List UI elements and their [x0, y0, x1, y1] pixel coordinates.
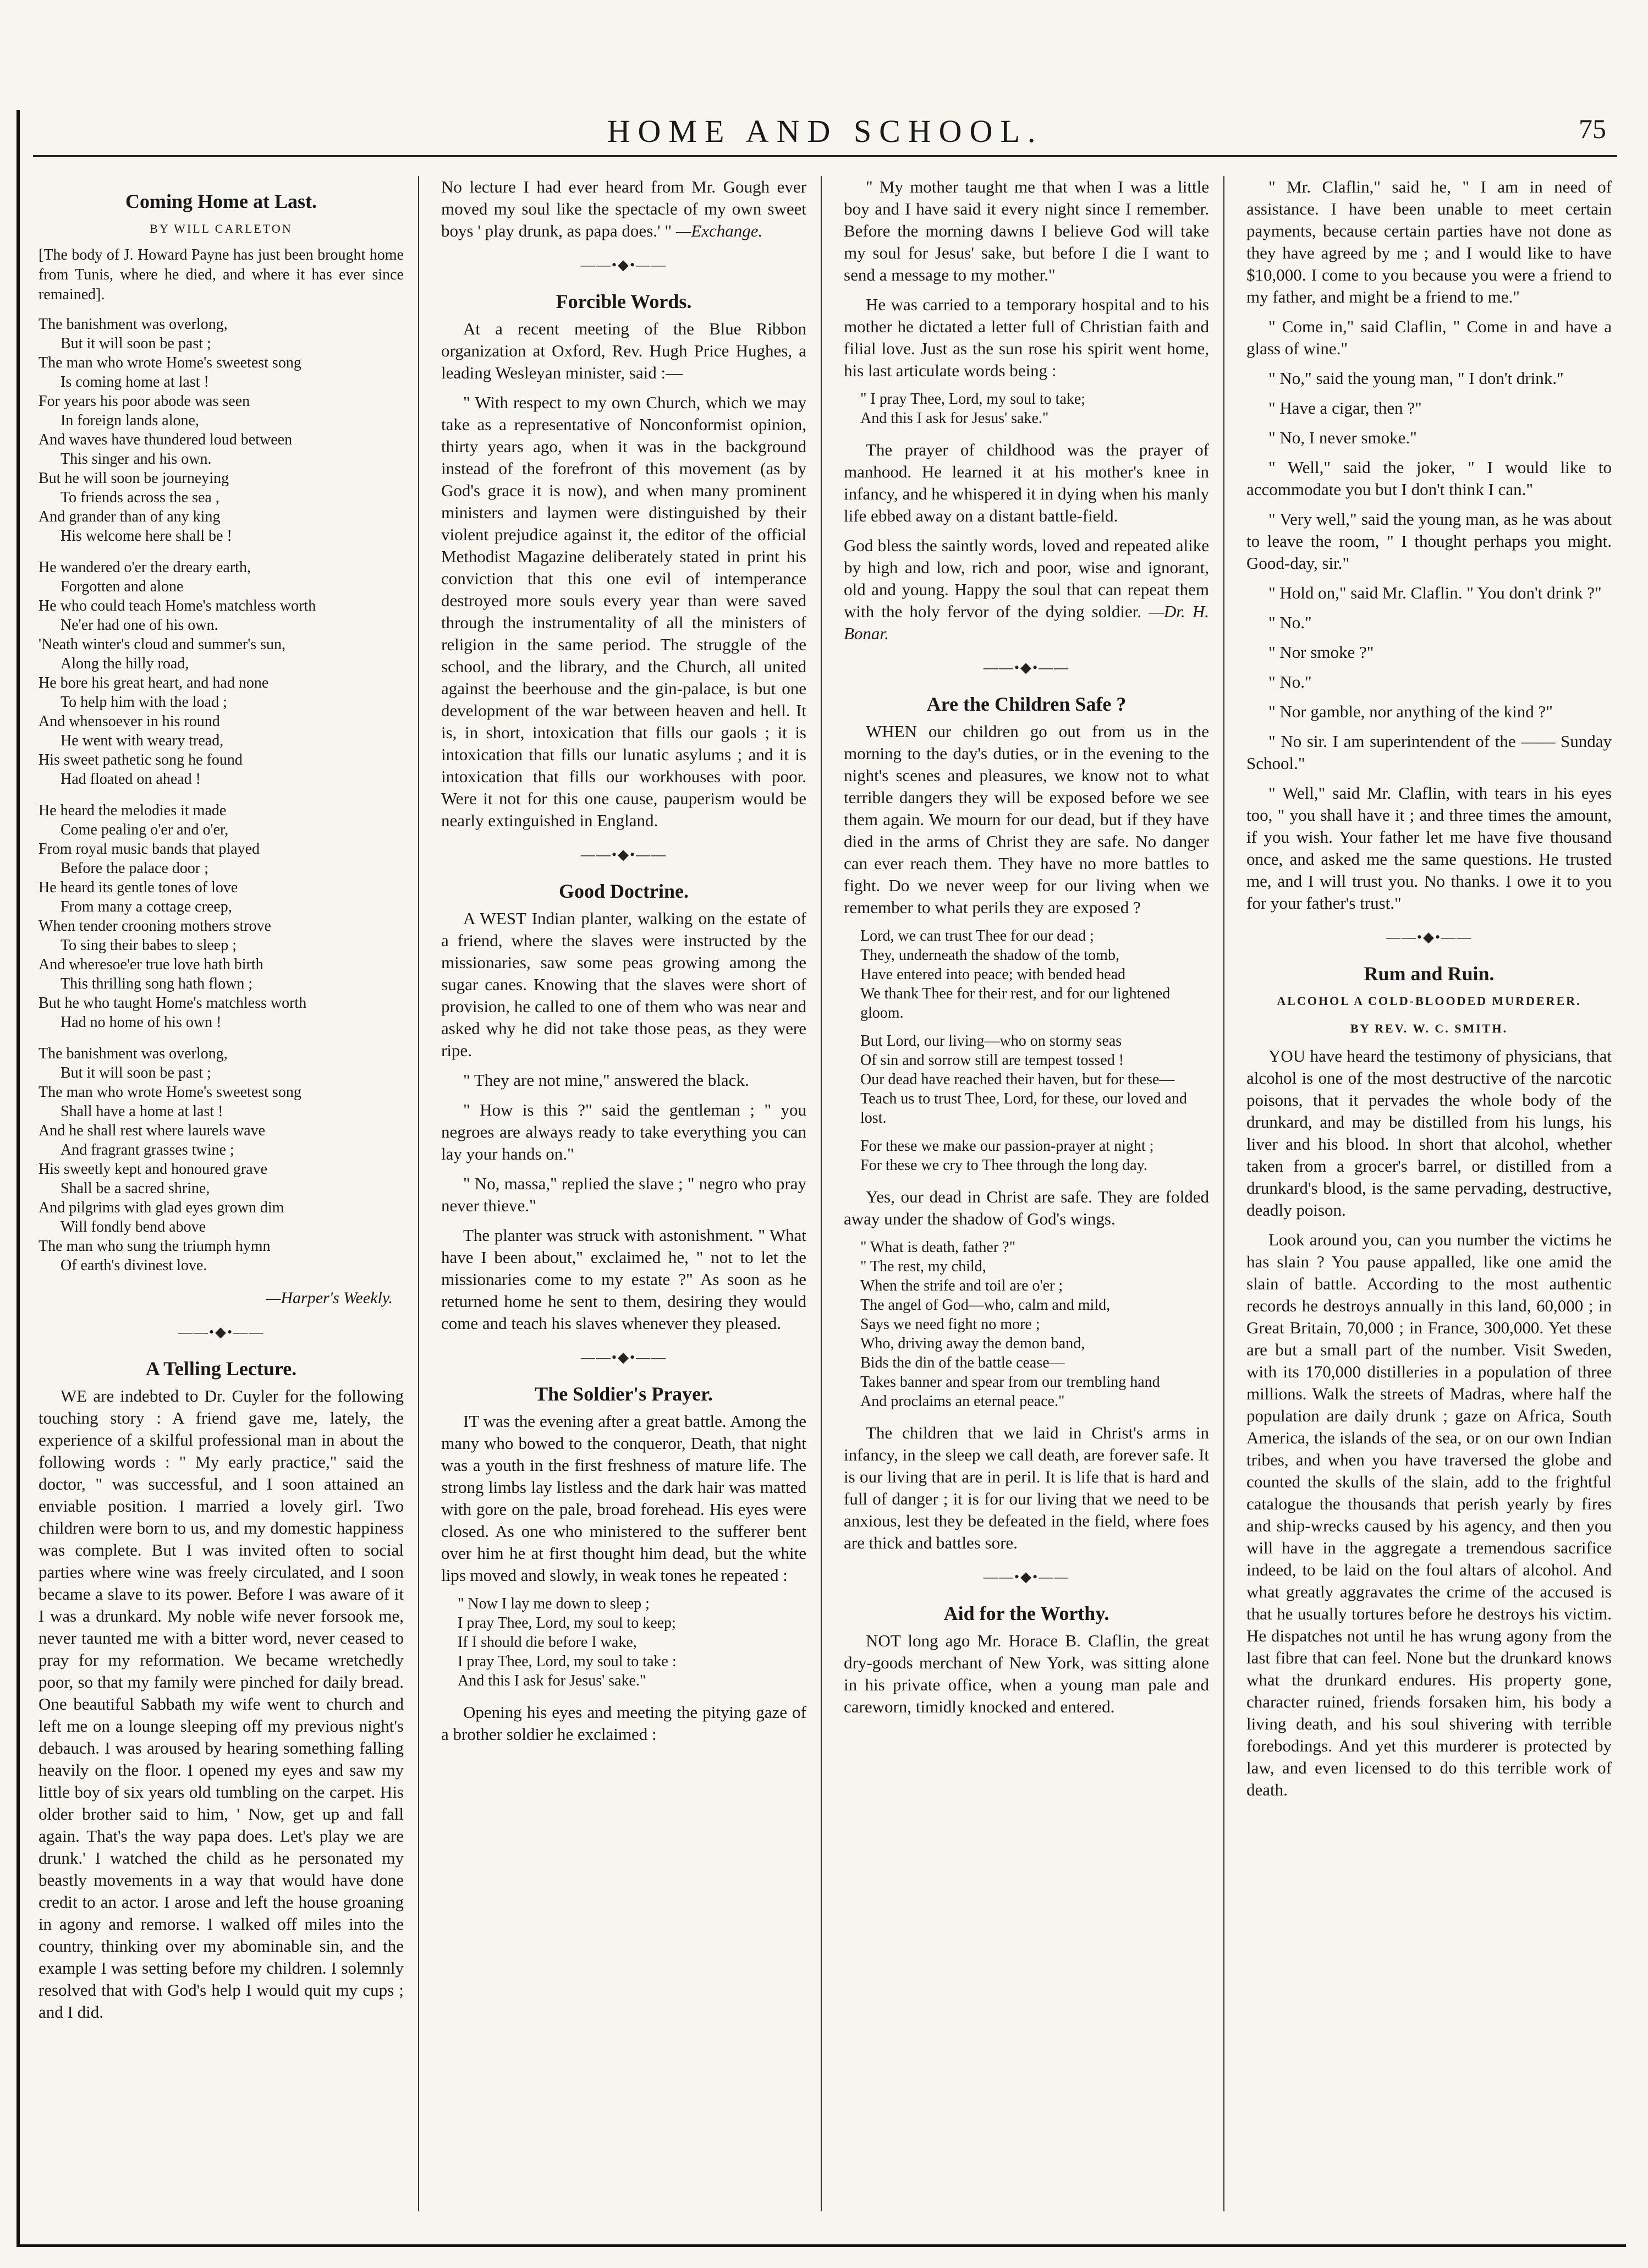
paragraph: " Well," said the joker, " I would like to accommodate you but I don't think I can."	[1246, 458, 1612, 499]
verse-line: Takes banner and spear from our trembling hand	[860, 1374, 1160, 1391]
poem-stanza	[39, 558, 404, 789]
article-title: Aid for the Worthy.	[943, 1602, 1109, 1624]
verse-line: And pilgrims with glad eyes grown dim	[39, 1199, 284, 1216]
verse-quote	[860, 389, 1209, 428]
paragraph-text: No lecture I had ever heard from Mr. Gough ever moved my soul like the spectacle of my own sweet boys ' play drunk, as papa does.' "	[441, 177, 806, 240]
verse-line: From royal music bands that played	[39, 841, 260, 858]
paragraph: " Hold on," said Mr. Claflin. " You don't drink ?"	[1268, 583, 1602, 602]
verse-line: We thank Thee for their rest, and for our lightened gloom.	[860, 985, 1171, 1022]
verse-line: Who, driving away the demon band,	[860, 1335, 1085, 1352]
verse-line: And this I ask for Jesus' sake."	[860, 410, 1049, 427]
page-header	[33, 113, 1617, 157]
paragraph: IT was the evening after a great battle. Among the many who bowed to the conqueror, Death, that night was a youth in the first freshness of mature life. The strong limbs lay listless and the dark hair was matted with gore on the pale, broad forehead. His eyes were closed. As one who ministered to the sufferer bent over him he at first thought him dead, but the white lips moved and slowly, in weak tones he repeated :	[441, 1412, 806, 1585]
verse-line: Bids the din of the battle cease—	[860, 1354, 1065, 1371]
paragraph: WHEN our children go out from us in the morning to the day's duties, or in the evening to the night's scenes and pleasures, we know not to what terrible dangers they will be exposed before we see them again. We mourn for our dead, but if they have died in the arms of Christ they are safe. No danger can ever reach them. They have no more battles to fight. Do we never weep for our living when we remember to what perils they are exposed ?	[844, 722, 1209, 917]
verse-line: But it will soon be past ;	[61, 1064, 211, 1081]
verse-line: He bore his great heart, and had none	[39, 674, 269, 691]
verse-line: He went with weary tread,	[61, 732, 224, 749]
verse-line: Teach us to trust Thee, Lord, for these, our loved and lost.	[860, 1090, 1187, 1127]
verse-line: Of sin and sorrow still are tempest tossed !	[860, 1052, 1124, 1069]
article-title: Rum and Ruin.	[1364, 963, 1495, 985]
paragraph: He was carried to a temporary hospital and to his mother he dictated a letter full of Christian faith and filial love. Just as the sun rose his spirit went home, his last articulate words being :	[844, 295, 1209, 380]
paragraph: At a recent meeting of the Blue Ribbon organization at Oxford, Rev. Hugh Price Hughes, a leading Wesleyan minister, said :—	[441, 319, 806, 382]
page-number: 75	[1579, 113, 1606, 144]
verse-line: Ne'er had one of his own.	[61, 617, 218, 634]
verse-line: Is coming home at last !	[61, 374, 209, 391]
verse-quote	[860, 1238, 1209, 1411]
verse-line: And he shall rest where laurels wave	[39, 1122, 266, 1139]
column-2	[441, 176, 822, 2211]
verse-line: Will fondly bend above	[61, 1218, 206, 1235]
verse-line: In foreign lands alone,	[61, 412, 199, 429]
verse-line: Shall be a sacred shrine,	[61, 1180, 210, 1197]
verse-line: Had floated on ahead !	[61, 771, 201, 788]
verse-line: His sweet pathetic song he found	[39, 751, 243, 768]
section-divider: ——•◆•——	[983, 660, 1070, 676]
paragraph: " Well," said Mr. Claflin, with tears in his eyes too, " you shall have it ; and three times the amount, if you wish. Your father let me have five thousand once, and asked me the same questions. He trusted me, and I will trust you. No thanks. I owe it to you for your father's trust."	[1246, 783, 1612, 913]
section-divider: ——•◆•——	[580, 1349, 667, 1365]
paragraph: " They are not mine," answered the black.	[463, 1070, 749, 1090]
paragraph: " With respect to my own Church, which we may take as a representative of Nonconformist opinion, thirty years ago, when it was in the background instead of the forefront of this movement (as by God's grace it is now), and when many prominent ministers and laymen were distinguished by their violent prejudice against it, the editor of the official Methodist Magazine deliberately stated in print his conviction that this one evil of intemperance destroyed more souls every year than were saved through the instrumentality of all the ministers of religion in the same period. The struggle of the school, and the library, and the Church, all united against the beerhouse and the gin-palace, is but one development of the war between heaven and hell. It is, in short, intoxication that fills our gaols ; it is intoxication that fills our lunatic asylums ; and it is intoxication that fills our workhouses with poor. Were it not for this one cause, pauperism would be nearly extinguished in England.	[441, 393, 806, 830]
paragraph: NOT long ago Mr. Horace B. Claflin, the great dry-goods merchant of New York, was sitting alone in his private office, when a young man pale and careworn, timidly knocked and entered.	[844, 1631, 1209, 1716]
paragraph: WE are indebted to Dr. Cuyler for the following touching story : A friend gave me, lately, the experience of a skilful professional man in about the following words : " My early practice," said the doctor, " was successful, and I soon attained an enviable position. I married a lovely girl. Two children were born to us, and my domestic happiness was complete. But I was invited often to social parties where wine was freely circulated, and I soon became a slave to its power. Before I was aware of it I was a drunkard. My noble wife never forsook me, never taunted me with a bitter word, never ceased to pray for my reformation. We became wretchedly poor, so that my family were pinched for daily bread. One beautiful Sabbath my wife went to church and left me on a lounge sleeping off my previous night's debauch. I was aroused by hearing something falling heavily on the floor. I opened my eyes and saw my little boy of six years old tumbling on the carpet. His older brother said to him, ' Now, get up and fall again. That's the way papa does. Let's play we are drunk.' I watched the child as he personated my beastly movements in a way that would have done credit to an actor. I arose and left the house groaning in agony and remorse. I walked off miles into the country, thinking over my abominable sin, and the example I was setting before my children. I solemnly resolved that with God's help I would quit my cups ; and I did.	[39, 1386, 404, 2022]
paragraph: " Very well," said the young man, as he was about to leave the room, " I thought perhaps you might. Good-day, sir."	[1246, 509, 1612, 573]
verse-quote	[860, 926, 1209, 1175]
paragraph: " Nor gamble, nor anything of the kind ?"	[1268, 702, 1553, 721]
paragraph: " How is this ?" said the gentleman ; " you negroes are always ready to take everything you can lay your hands on."	[441, 1100, 806, 1163]
verse-line: Along the hilly road,	[61, 655, 189, 672]
source-credit: —Dr. H. Bonar.	[844, 602, 1210, 643]
verse-line: The banishment was overlong,	[39, 316, 228, 333]
verse-line: And waves have thundered loud between	[39, 431, 293, 448]
article-title: Are the Children Safe ?	[926, 693, 1127, 715]
section-divider: ——•◆•——	[1386, 929, 1473, 945]
poem-stanza	[39, 801, 404, 1032]
article-title: Good Doctrine.	[559, 880, 689, 902]
source-credit: —Exchange.	[675, 221, 763, 240]
verse-line: Shall have a home at last !	[61, 1103, 223, 1120]
verse-line: They, underneath the shadow of the tomb,	[860, 947, 1119, 964]
verse-line: To sing their babes to sleep ;	[61, 937, 237, 954]
byline: BY WILL CARLETON	[150, 222, 293, 235]
verse-line: " I pray Thee, Lord, my soul to take;	[860, 391, 1086, 408]
verse-line: For these we make our passion-prayer at night ;	[860, 1138, 1154, 1155]
section-divider: ——•◆•——	[580, 257, 667, 273]
paragraph: " No, massa," replied the slave ; " negro who pray never thieve."	[441, 1174, 806, 1215]
article-columns	[39, 176, 1612, 2211]
subheading: ALCOHOL A COLD-BLOODED MURDERER.	[1277, 994, 1581, 1008]
verse-line	[860, 1128, 1209, 1136]
paragraph: " Nor smoke ?"	[1268, 642, 1374, 662]
paragraph: " Mr. Claflin," said he, " I am in need of assistance. I have been unable to meet certain payments, because certain parties have not done as they have agreed by me ; and I would like to have $10,000. I come to you because you were a friend to my father, and might be a friend to me."	[1246, 177, 1612, 306]
verse-line: I pray Thee, Lord, my soul to keep;	[458, 1614, 676, 1632]
verse-line: Come pealing o'er and o'er,	[61, 821, 229, 838]
verse-line: And whensoever in his round	[39, 713, 220, 730]
verse-line: 'Neath winter's cloud and summer's sun,	[39, 636, 286, 653]
verse-line: He heard its gentle tones of love	[39, 879, 238, 896]
verse-line: To help him with the load ;	[61, 694, 227, 711]
subheading: BY REV. W. C. SMITH.	[1350, 1022, 1508, 1035]
section-divider: ——•◆•——	[178, 1324, 265, 1340]
verse-line: He wandered o'er the dreary earth,	[39, 559, 251, 576]
verse-line: Before the palace door ;	[61, 860, 208, 877]
verse-line: But Lord, our living—who on stormy seas	[860, 1033, 1122, 1050]
verse-line: He heard the melodies it made	[39, 802, 227, 819]
paragraph: Look around you, can you number the victims he has slain ? You pause appalled, like one amid the slain of battle. According to the most authentic records he destroys annually in this land, 60,000 ; in Great Britain, 70,000 ; in France, 300,000. Yet these are but a small part of the number. Visit Sweden, with its 170,000 distilleries in a population of three millions. Walk the streets of Madras, where half the population are daily drunk ; gaze on Africa, South America, the islands of the sea, or on our own Indian tribes, and when you have traversed the globe and counted the skulls of the slain, add to the frightful catalogue the thousands that perish yearly by fires and ship-wrecks caused by his agency, and then you will have in the aggregate a tremendous sacrifice indeed, to be laid on the foul altars of alcohol. And what greatly aggravates the crime of the accused is that he usually tortures before he destroys his victim. He dispatches not until he has wrung agony from the last fibre that can feel. None but the drunkard knows what the drunkard endures. His property gone, character ruined, friends forsaken him, his body a living death, and his soul shivering with terrible forebodings. And yet this murderer is protected by law, and even licensed to do this terrible work of death.	[1246, 1230, 1612, 1799]
verse-line: But it will soon be past ;	[61, 335, 211, 352]
section-divider: ——•◆•——	[580, 847, 667, 863]
header-rule	[33, 155, 1617, 157]
verse-line: Of earth's divinest love.	[61, 1257, 207, 1274]
source-credit: —Harper's Weekly.	[266, 1289, 393, 1307]
verse-line: For years his poor abode was seen	[39, 393, 250, 410]
paragraph: The planter was struck with astonishment. " What have I been about," exclaimed he, " not to let the missionaries come to my estate ?" As soon as he returned home he sent to them, desiring they would come and teach his slaves whenever they pleased.	[441, 1226, 806, 1333]
verse-line: When tender crooning mothers strove	[39, 918, 271, 935]
verse-line: The man who wrote Home's sweetest song	[39, 1084, 301, 1101]
paragraph: Yes, our dead in Christ are safe. They are folded away under the shadow of God's wings.	[844, 1187, 1209, 1228]
paragraph: The prayer of childhood was the prayer of manhood. He learned it at his mother's knee in infancy, and he whispered it in dying when his manly life ebbed away on a distant battle-field.	[844, 440, 1209, 525]
verse-line: The man who sung the triumph hymn	[39, 1238, 271, 1255]
masthead: HOME AND SCHOOL.	[607, 113, 1043, 149]
paragraph: " No."	[1268, 672, 1312, 691]
verse-line: From many a cottage creep,	[61, 898, 232, 915]
paragraph	[441, 176, 806, 242]
headnote: [The body of J. Howard Payne has just been brought home from Tunis, where he died, and where it has ever since remained].	[39, 246, 404, 303]
verse-line: And this I ask for Jesus' sake."	[458, 1672, 646, 1689]
paragraph: " Come in," said Claflin, " Come in and have a glass of wine."	[1246, 317, 1612, 358]
verse-line: Lord, we can trust Thee for our dead ;	[860, 927, 1094, 944]
verse-line: This singer and his own.	[61, 451, 212, 468]
verse-line: " The rest, my child,	[860, 1258, 986, 1275]
verse-line: The man who wrote Home's sweetest song	[39, 354, 301, 371]
paragraph-text: God bless the saintly words, loved and repeated alike by high and low, rich and poor, wise and ignorant, old and young. Happy the soul that can repeat them with the holy fervor of the dying soldier.	[844, 536, 1209, 621]
verse-line: For these we cry to Thee through the long day.	[860, 1157, 1147, 1174]
column-3	[844, 176, 1224, 2211]
verse-line: And fragrant grasses twine ;	[61, 1141, 234, 1158]
verse-line: If I should die before I wake,	[458, 1634, 637, 1651]
paragraph: " No, I never smoke."	[1268, 428, 1417, 447]
paragraph: YOU have heard the testimony of physicians, that alcohol is one of the most destructive of the narcotic poisons, that it pervades the whole body of the drunkard, and may be distilled from his lungs, his liver and his blood. In short that alcohol, whether taken from a grocer's barrel, or distilled from a drunkard's blood, is the same pervading, destructive, deadly poison.	[1246, 1046, 1612, 1220]
verse-line: This thrilling song hath flown ;	[61, 975, 253, 992]
verse-line: And wheresoe'er true love hath birth	[39, 956, 263, 973]
poem-stanza	[39, 315, 404, 546]
article-title: Forcible Words.	[556, 290, 692, 312]
section-divider: ——•◆•——	[983, 1569, 1070, 1585]
article-title: A Telling Lecture.	[145, 1358, 297, 1380]
verse-line: To friends across the sea ,	[61, 489, 219, 506]
verse-line: Have entered into peace; with bended head	[860, 966, 1126, 983]
verse-line: Had no home of his own !	[61, 1014, 222, 1031]
poem-stanza	[39, 1044, 404, 1275]
verse-line: " What is death, father ?"	[860, 1239, 1016, 1256]
verse-line: " Now I lay me down to sleep ;	[458, 1595, 650, 1612]
verse-line: But he who taught Home's matchless worth	[39, 995, 307, 1012]
verse-line: His welcome here shall be !	[61, 528, 232, 545]
verse-line: When the strife and toil are o'er ;	[860, 1277, 1063, 1294]
verse-line: The banishment was overlong,	[39, 1045, 228, 1062]
verse-quote	[458, 1594, 806, 1690]
column-4	[1246, 176, 1612, 2211]
column-1	[39, 176, 419, 2211]
verse-line: Says we need fight no more ;	[860, 1316, 1040, 1333]
verse-line: And proclaims an eternal peace."	[860, 1393, 1065, 1410]
paragraph: " Have a cigar, then ?"	[1268, 398, 1422, 418]
paragraph: " No," said the young man, " I don't drink."	[1268, 369, 1564, 388]
article-title: The Soldier's Prayer.	[535, 1383, 713, 1405]
verse-line: His sweetly kept and honoured grave	[39, 1161, 267, 1178]
verse-line	[860, 1023, 1209, 1031]
paragraph: " No sir. I am superintendent of the —— Sunday School."	[1246, 732, 1612, 773]
paragraph: A WEST Indian planter, walking on the estate of a friend, where the slaves were instructed by the missionaries, saw some peas growing among the sugar canes. Knowing that the slaves were short of provision, he called to one of them who was near and asked why he did not take those peas, as they were ripe.	[441, 909, 806, 1060]
paragraph: The children that we laid in Christ's arms in infancy, in the sleep we call death, are forever safe. It is our living that are in peril. It is life that is hard and full of danger ; it is for our living that we need to be anxious, lest they be defeated in the field, where foes are thick and battles sore.	[844, 1423, 1209, 1552]
paragraph: " My mother taught me that when I was a little boy and I have said it every night since I remember. Before the morning dawns I believe God will take my soul for Jesus' sake, but before I die I want to send a message to my mother."	[844, 177, 1209, 284]
article-title: Coming Home at Last.	[125, 190, 317, 212]
paragraph: Opening his eyes and meeting the pitying gaze of a brother soldier he exclaimed :	[441, 1703, 806, 1744]
paragraph: " No."	[1268, 613, 1312, 632]
verse-line: He who could teach Home's matchless worth	[39, 597, 316, 614]
verse-line: But he will soon be journeying	[39, 470, 229, 487]
verse-line: The angel of God—who, calm and mild,	[860, 1297, 1111, 1314]
verse-line: And grander than of any king	[39, 508, 221, 525]
paragraph	[844, 535, 1209, 645]
verse-line: Our dead have reached their haven, but for these—	[860, 1071, 1175, 1088]
verse-line: Forgotten and alone	[61, 578, 184, 595]
verse-line: I pray Thee, Lord, my soul to take :	[458, 1653, 677, 1670]
